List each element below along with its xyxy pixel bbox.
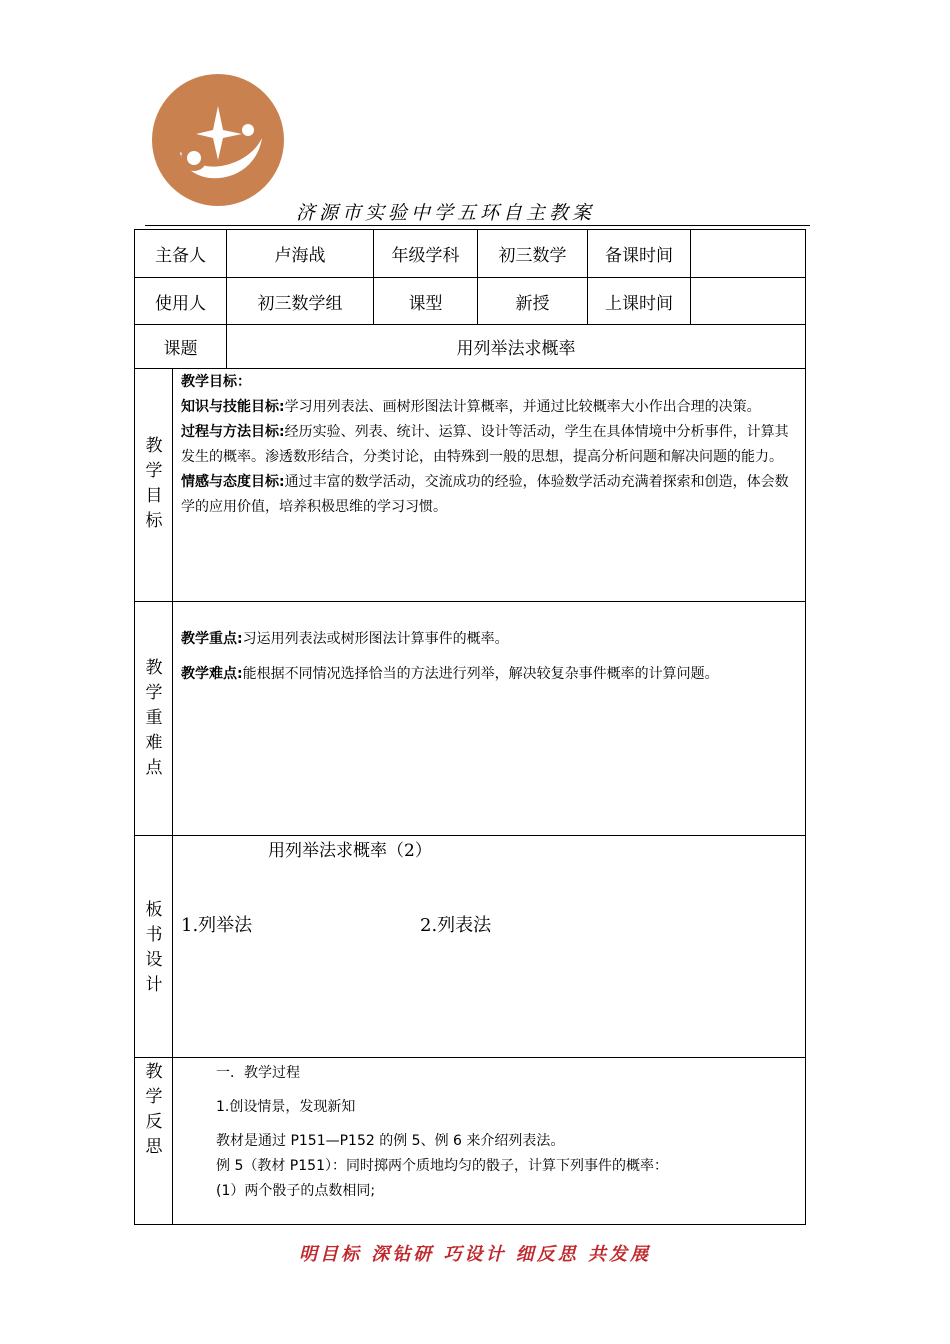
- lesson-type-value: 新授: [515, 293, 550, 314]
- board-item-1: 1.列举法: [181, 915, 253, 936]
- class-time-label: 上课时间: [605, 293, 673, 314]
- grade-subject-label: 年级学科: [391, 246, 460, 266]
- process-heading: 一．教学过程: [216, 1065, 300, 1081]
- attitude-objective: 情感与态度目标:通过丰富的数学活动，交流成功的经验，体验数学活动充满着探索和创造，体会数学的应用价值，培养积极思维的学习习惯。: [181, 474, 789, 515]
- row-divider: [134, 368, 806, 369]
- topic-value: 用列举法求概率: [456, 339, 576, 359]
- key-points-label: 教 学 重 难 点: [145, 658, 163, 778]
- example-item: (1）两个骰子的点数相同;: [216, 1183, 376, 1199]
- topic-label: 课题: [163, 339, 198, 359]
- preparer-label: 主备人: [155, 246, 206, 266]
- school-logo: [150, 72, 286, 208]
- reflection-label: 教 学 反 思: [145, 1062, 163, 1157]
- prep-time-value: [691, 230, 805, 277]
- school-title: 济源市实验中学五环自主教案: [296, 202, 596, 224]
- process-step: 1.创设情景，发现新知: [216, 1099, 356, 1115]
- process-text: 教材是通过 P151—P152 的例 5、例 6 来介绍列表法。: [216, 1133, 565, 1149]
- board-item-2: 2.列表法: [420, 915, 492, 936]
- objectives-content: [181, 370, 799, 520]
- footer-motto: 明目标 深钻研 巧设计 细反思 共发展: [298, 1244, 652, 1265]
- knowledge-objective: 知识与技能目标:学习用列表法、画树形图法计算概率，并通过比较概率大小作出合理的决策。: [181, 399, 761, 415]
- key-point: 教学重点:习运用列表法或树形图法计算事件的概率。: [181, 631, 509, 647]
- user-label: 使用人: [155, 293, 206, 314]
- board-title: 用列举法求概率（2）: [268, 841, 432, 861]
- difficult-point: 教学难点:能根据不同情况选择恰当的方法进行列举，解决较复杂事件概率的计算问题。: [181, 666, 719, 682]
- title-rule: [145, 225, 810, 226]
- row-divider: [134, 835, 806, 836]
- process-objective: 过程与方法目标:经历实验、列表、统计、运算、设计等活动，学生在具体情境中分析事件，计算其发生的概率。渗透数形结合，分类讨论，由特殊到一般的思想，提高分析问题和解决问题的能力。: [181, 424, 789, 465]
- lesson-type-label: 课型: [408, 293, 443, 314]
- class-time-value: [691, 278, 805, 324]
- row-divider: [134, 601, 806, 602]
- grade-subject-value: 初三数学: [498, 246, 567, 266]
- prep-time-label: 备课时间: [605, 246, 673, 266]
- key-points-content: [181, 622, 799, 692]
- row-divider: [134, 1057, 806, 1058]
- objectives-heading: 教学目标：: [181, 374, 251, 390]
- preparer-value: 卢海战: [274, 246, 326, 266]
- objectives-label: 教 学 目 标: [145, 436, 163, 531]
- user-value: 初三数学组: [257, 293, 343, 314]
- example-text: 例 5（教材 P151）：同时掷两个质地均匀的骰子，计算下列事件的概率：: [216, 1158, 668, 1174]
- board-label: 板 书 设 计: [145, 900, 163, 995]
